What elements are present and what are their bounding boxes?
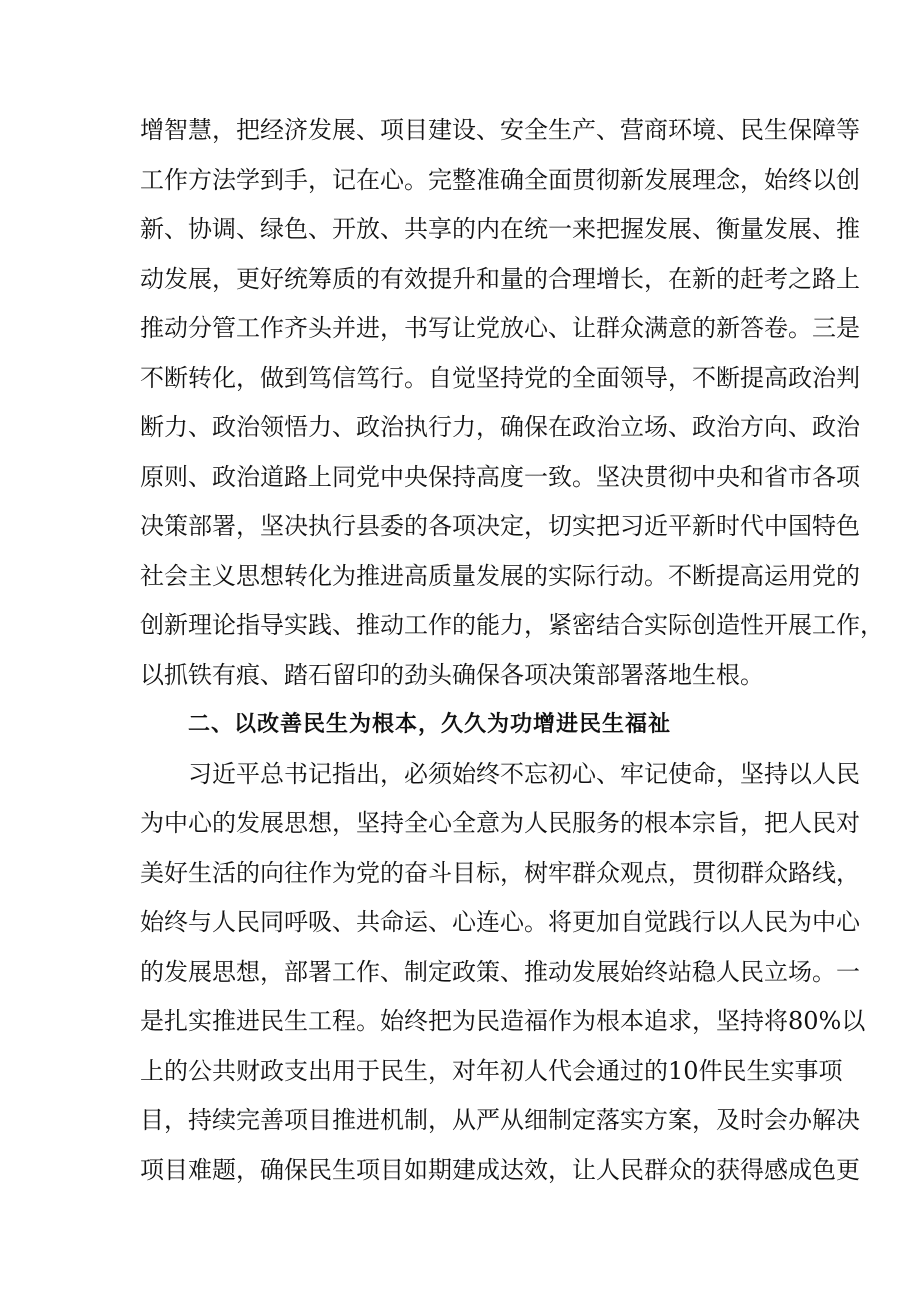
paragraph-line: 项目难题，确保民生项目如期建成达效，让人民群众的获得感成色更: [140, 1155, 860, 1184]
document-body: [140, 106, 884, 1195]
paragraph-line: 决策部署，坚决执行县委的各项决定，切实把习近平新时代中国特色: [140, 512, 860, 540]
paragraph-line: 创新理论指导实践、推动工作的能力，紧密结合实际创造性开展工作，: [140, 611, 884, 639]
paragraph-line: 原则、政治道路上同党中央保持高度一致。坚决贯彻中央和省市各项: [140, 462, 860, 491]
paragraph: [140, 106, 884, 700]
paragraph-line: 美好生活的向往作为党的奋斗目标，树牢群众观点，贯彻群众路线，: [140, 858, 860, 887]
paragraph-line: 社会主义思想转化为推进高质量发展的实际行动。不断提高运用党的: [140, 561, 860, 590]
paragraph-line: 上的公共财政支出用于民生，对年初人代会通过的10件民生实事项: [140, 1056, 843, 1085]
paragraph-line: 目，持续完善项目推进机制，从严从细制定落实方案，及时会办解决: [140, 1106, 860, 1134]
paragraph-line: 新、协调、绿色、开放、共享的内在统一来把握发展、衡量发展、推: [140, 215, 860, 243]
paragraph-line: 习近平总书记指出，必须始终不忘初心、牢记使命，坚持以人民: [188, 759, 860, 788]
paragraph-line: 断力、政治领悟力、政治执行力，确保在政治立场、政治方向、政治: [140, 413, 860, 441]
paragraph-line: 工作方法学到手，记在心。完整准确全面贯彻新发展理念，始终以创: [140, 165, 860, 194]
paragraph-line: 动发展，更好统筹质的有效提升和量的合理增长，在新的赶考之路上: [140, 264, 860, 293]
paragraph-line: 是扎实推进民生工程。始终把为民造福作为根本追求，坚持将80%以: [140, 1007, 866, 1035]
paragraph-line: 增智慧，把经济发展、项目建设、安全生产、营商环境、民生保障等: [140, 116, 860, 144]
paragraph-line: 推动分管工作齐头并进，书写让党放心、让群众满意的新答卷。三是: [140, 314, 860, 342]
paragraph: [140, 750, 866, 1196]
paragraph-line: 始终与人民同呼吸、共命运、心连心。将更加自觉践行以人民为中心: [140, 908, 860, 936]
paragraph-line: 不断转化，做到笃信笃行。自觉坚持党的全面领导，不断提高政治判: [140, 363, 860, 392]
paragraph-line: 以抓铁有痕、踏石留印的劲头确保各项决策部署落地生根。: [140, 660, 764, 689]
paragraph-line: 的发展思想，部署工作、制定政策、推动发展始终站稳人民立场。一: [140, 957, 860, 986]
paragraph-line: 为中心的发展思想，坚持全心全意为人民服务的根本宗旨，把人民对: [140, 809, 860, 837]
section-heading: 二、以改善民生为根本，久久为功增进民生福祉: [188, 712, 672, 737]
